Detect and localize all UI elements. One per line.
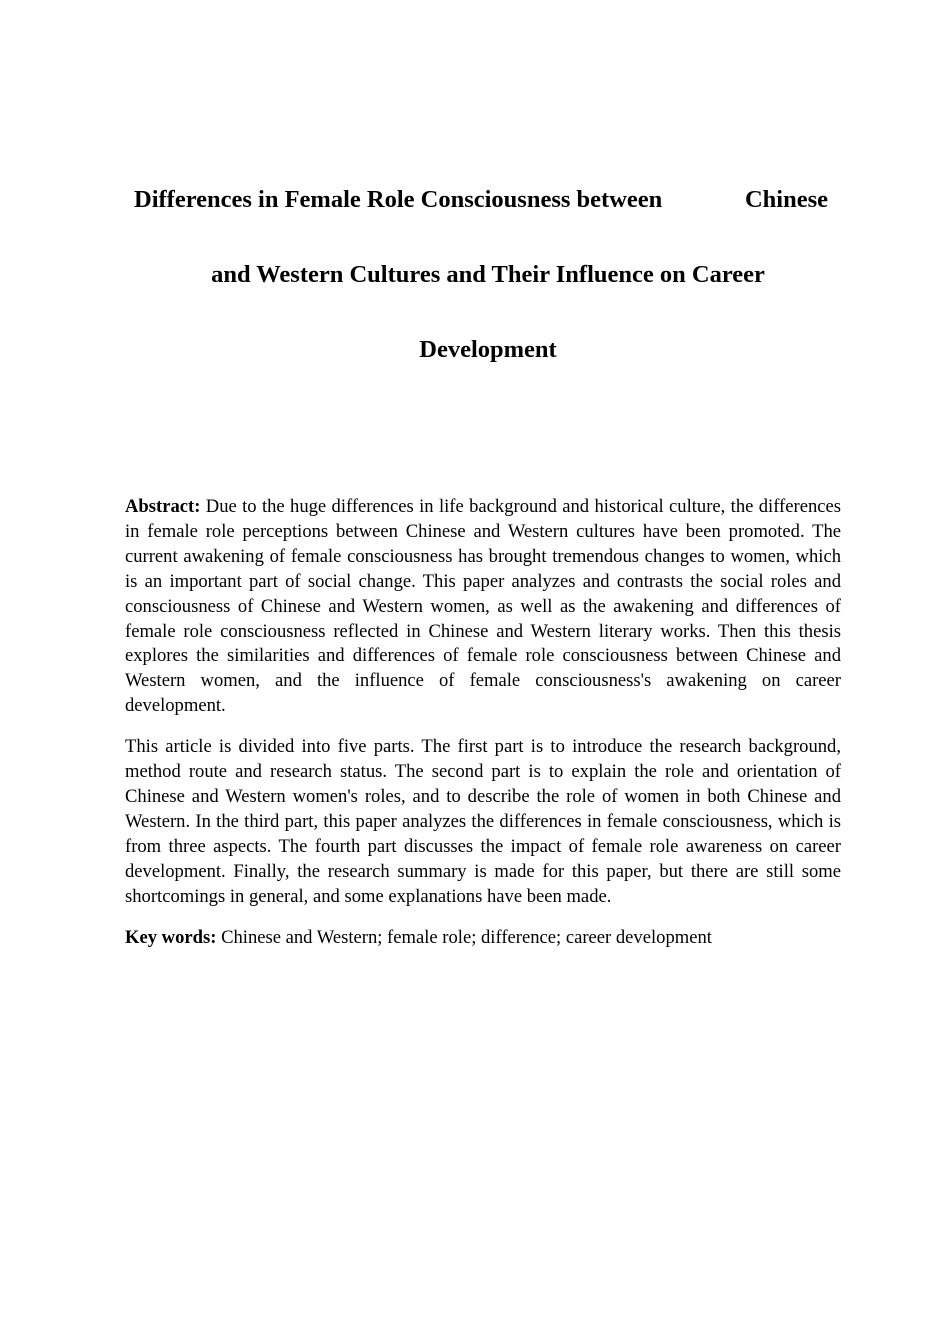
abstract-text: Due to the huge differences in life background and historical culture, the differences in female role perceptions between Chinese and Western cultures have been promoted. The current awakening of female consciousness has brought tremendous changes to women, which is an important part of social change. This paper analyzes and contrasts the social roles and consciousness of Chinese and Western women, as well as the awakening and differences of female role consciousness reflected in Chinese and Western literary works. Then this thesis explores the similarities and differences of female role consciousness between Chinese and Western women, and the influence of female consciousness's awakening on career development. [125, 496, 841, 717]
title-line-1-part-2: Chinese [744, 186, 828, 213]
abstract-label: Abstract: [125, 496, 201, 517]
document-title [125, 162, 841, 387]
title-line-2: and Western Cultures and Their Influence on Career [211, 261, 765, 288]
abstract-paragraph [125, 495, 841, 719]
document-body [125, 495, 841, 966]
keywords-paragraph [125, 926, 841, 951]
structure-paragraph: This article is divided into five parts. The first part is to introduce the research background, method route and research status. The second part is to explain the role and orientation of Chinese and Western women's roles, and to describe the role of women in both Chinese and Western. In the third part, this paper analyzes the differences in female consciousness, which is from three aspects. The fourth part discusses the impact of female role awareness on career development. Finally, the research summary is made for this paper, but there are still some shortcomings in general, and some explanations have been made. [125, 736, 841, 907]
title-line-1-part-1: Differences in Female Role Consciousness between [134, 186, 663, 213]
keywords-text: Chinese and Western; female role; difference; career development [221, 926, 712, 948]
keywords-label: Key words: [125, 926, 217, 948]
title-line-1 [125, 162, 841, 237]
title-line-3: Development [419, 336, 557, 363]
